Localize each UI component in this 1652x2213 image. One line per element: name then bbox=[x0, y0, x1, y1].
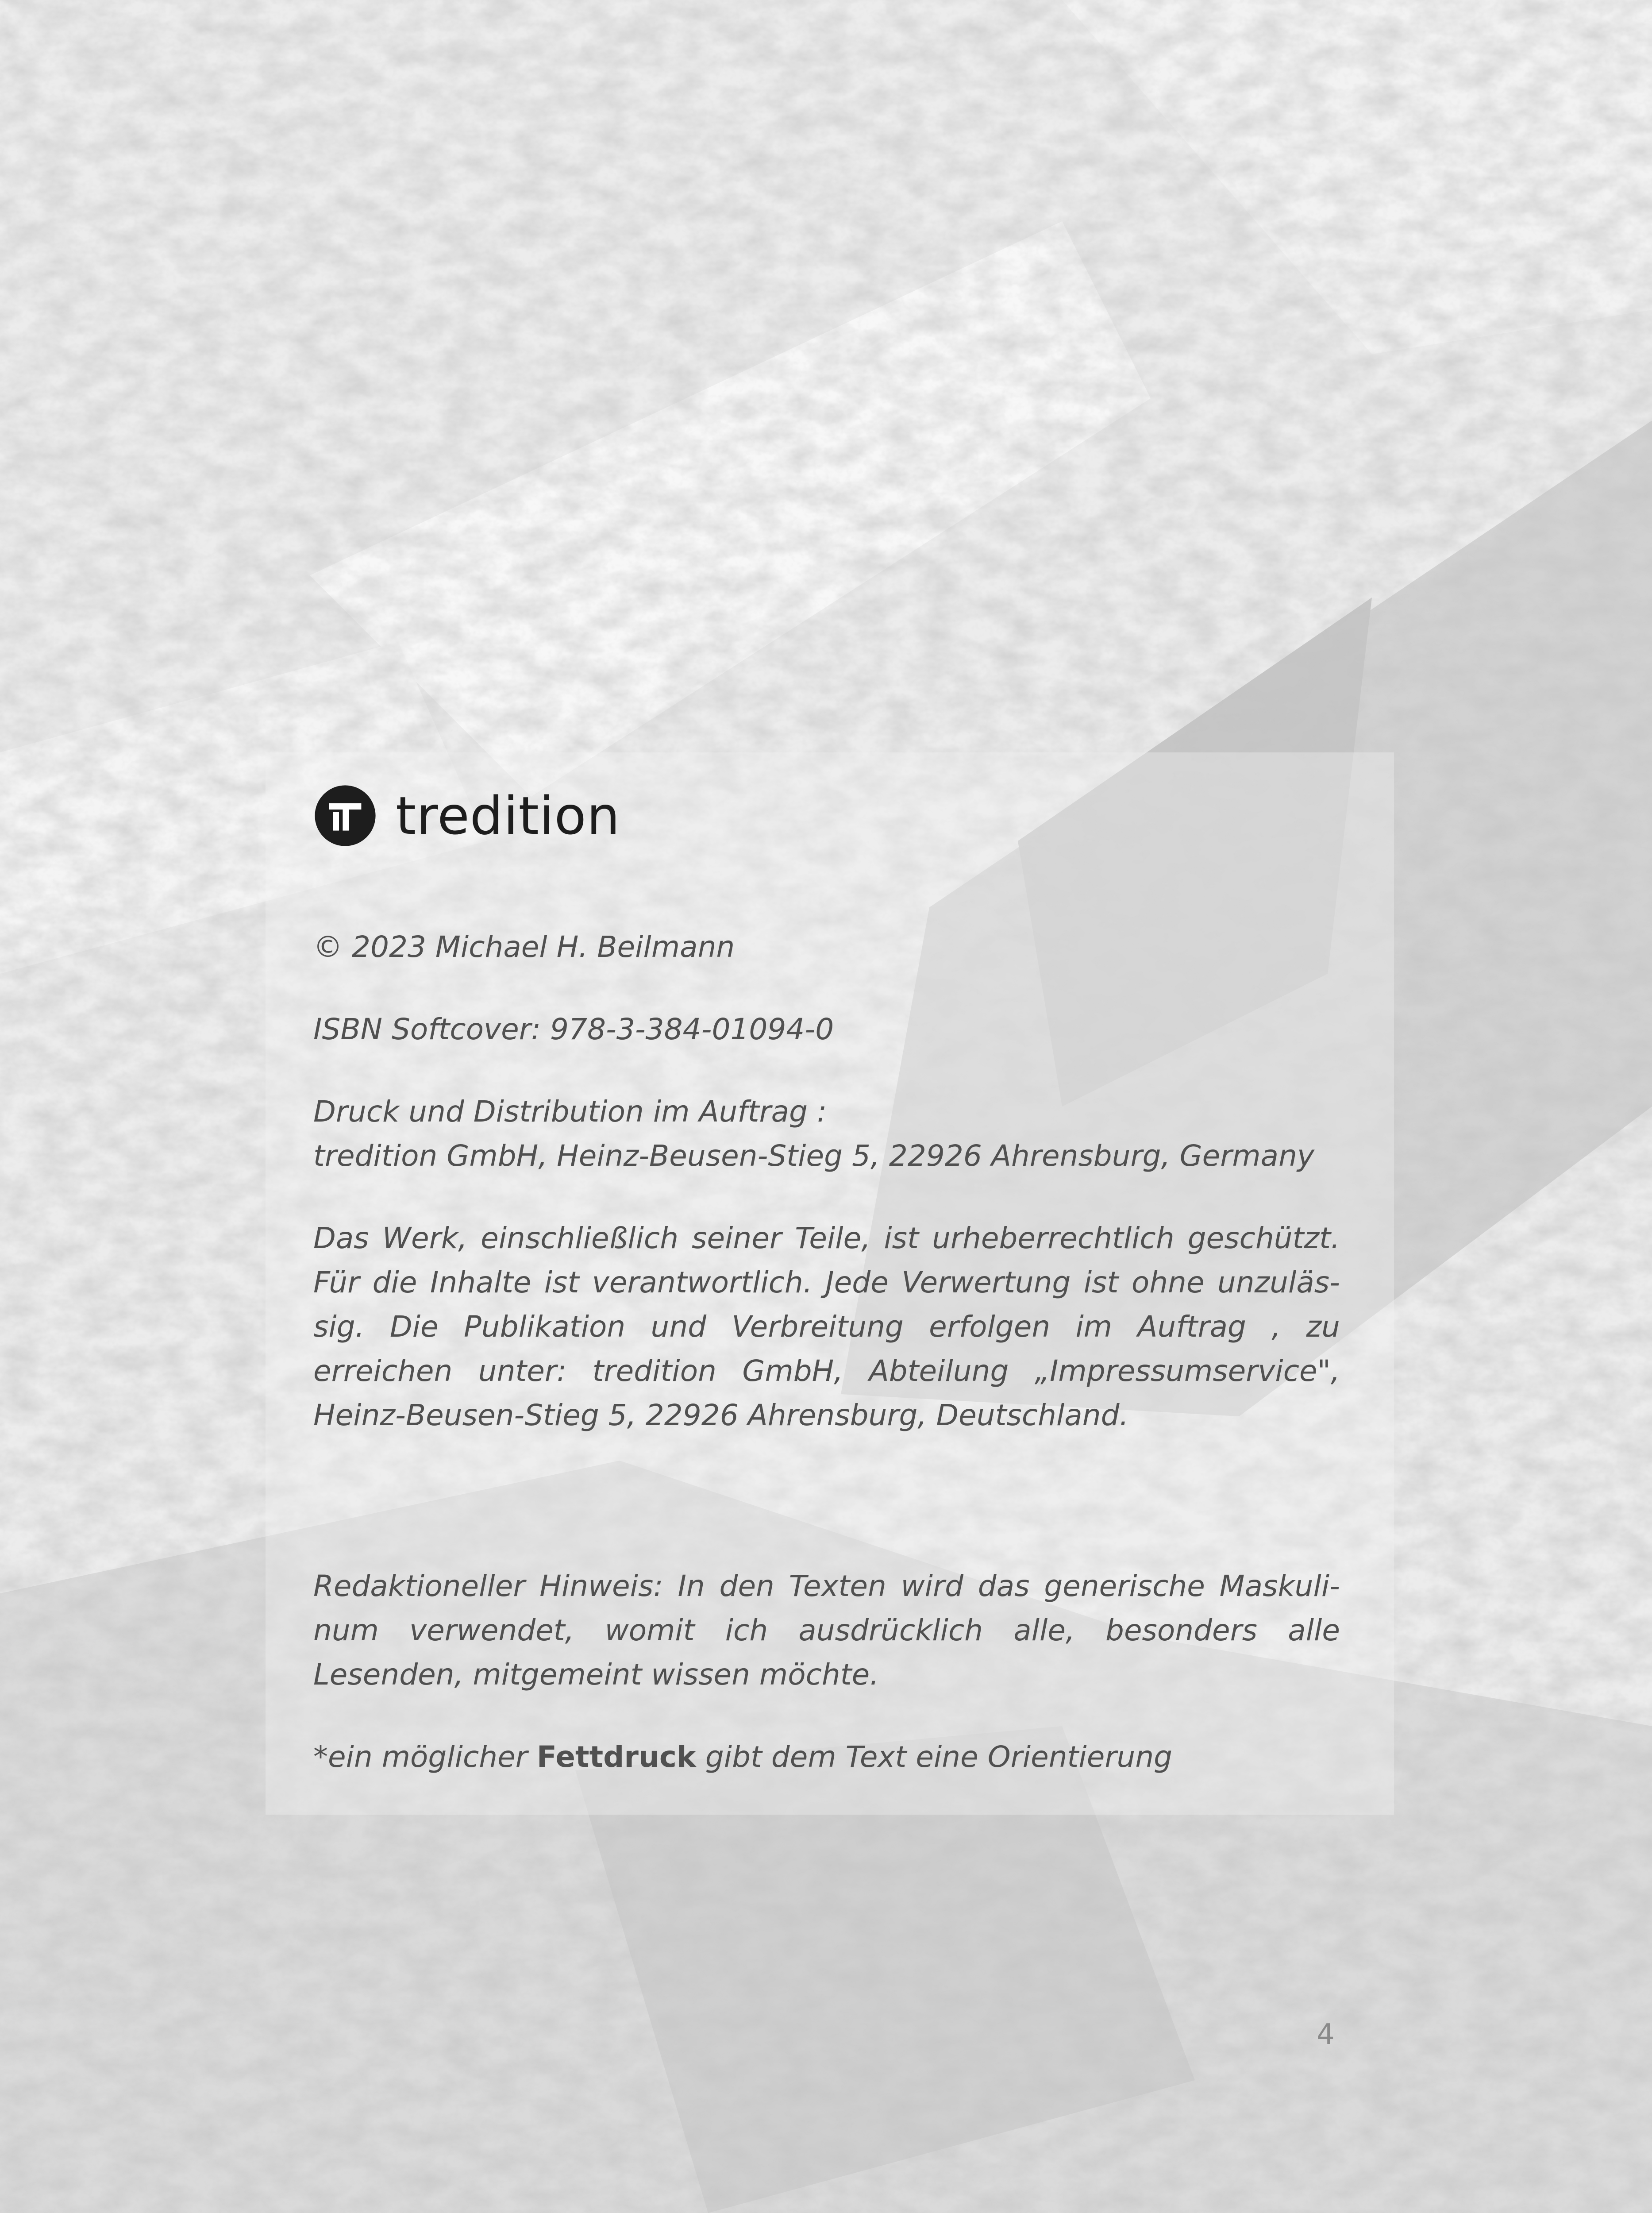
publisher-wordmark: tredition bbox=[396, 785, 620, 846]
editorial-note: Redaktioneller Hinweis: In den Texten wird das generische Maskuli- num verwendet, womit ich ausdrücklich alle, besonders alle Lesenden, mitgemeint wissen möchte. bbox=[313, 1569, 1340, 1692]
publisher-logo bbox=[314, 783, 620, 849]
tredition-logo-icon bbox=[314, 785, 376, 847]
distribution-line-1: Druck und Distribution im Auftrag : bbox=[313, 1095, 827, 1129]
bold-note-prefix: *ein möglicher bbox=[313, 1740, 537, 1774]
bold-note bbox=[313, 1735, 1340, 1779]
bold-note-suffix: gibt dem Text eine Orientierung bbox=[696, 1740, 1173, 1774]
bold-note-emphasis: Fettdruck bbox=[536, 1740, 696, 1774]
rights-paragraph: Das Werk, einschließlich seiner Teile, ist urheberrechtlich geschützt. Für die Inhalte ist verantwortlich. Jede Verwertung ist ohne unzuläs- sig. Die Publikation und Verbreitung erfolgen im Auftrag , zu erreichen unter: tredition GmbH, Abteilung „Impressumservice", Heinz-Beusen-Stieg 5, 22926 Ahrensburg, Deutschland. bbox=[313, 1221, 1340, 1432]
isbn-line: ISBN Softcover: 978-3-384-01094-0 bbox=[313, 1012, 834, 1046]
page-number: 4 bbox=[1317, 2018, 1335, 2051]
imprint-block bbox=[313, 925, 1340, 1779]
copyright-line: © 2023 Michael H. Beilmann bbox=[313, 930, 735, 964]
distribution-line-2: tredition GmbH, Heinz-Beusen-Stieg 5, 22926 Ahrensburg, Germany bbox=[313, 1139, 1315, 1173]
